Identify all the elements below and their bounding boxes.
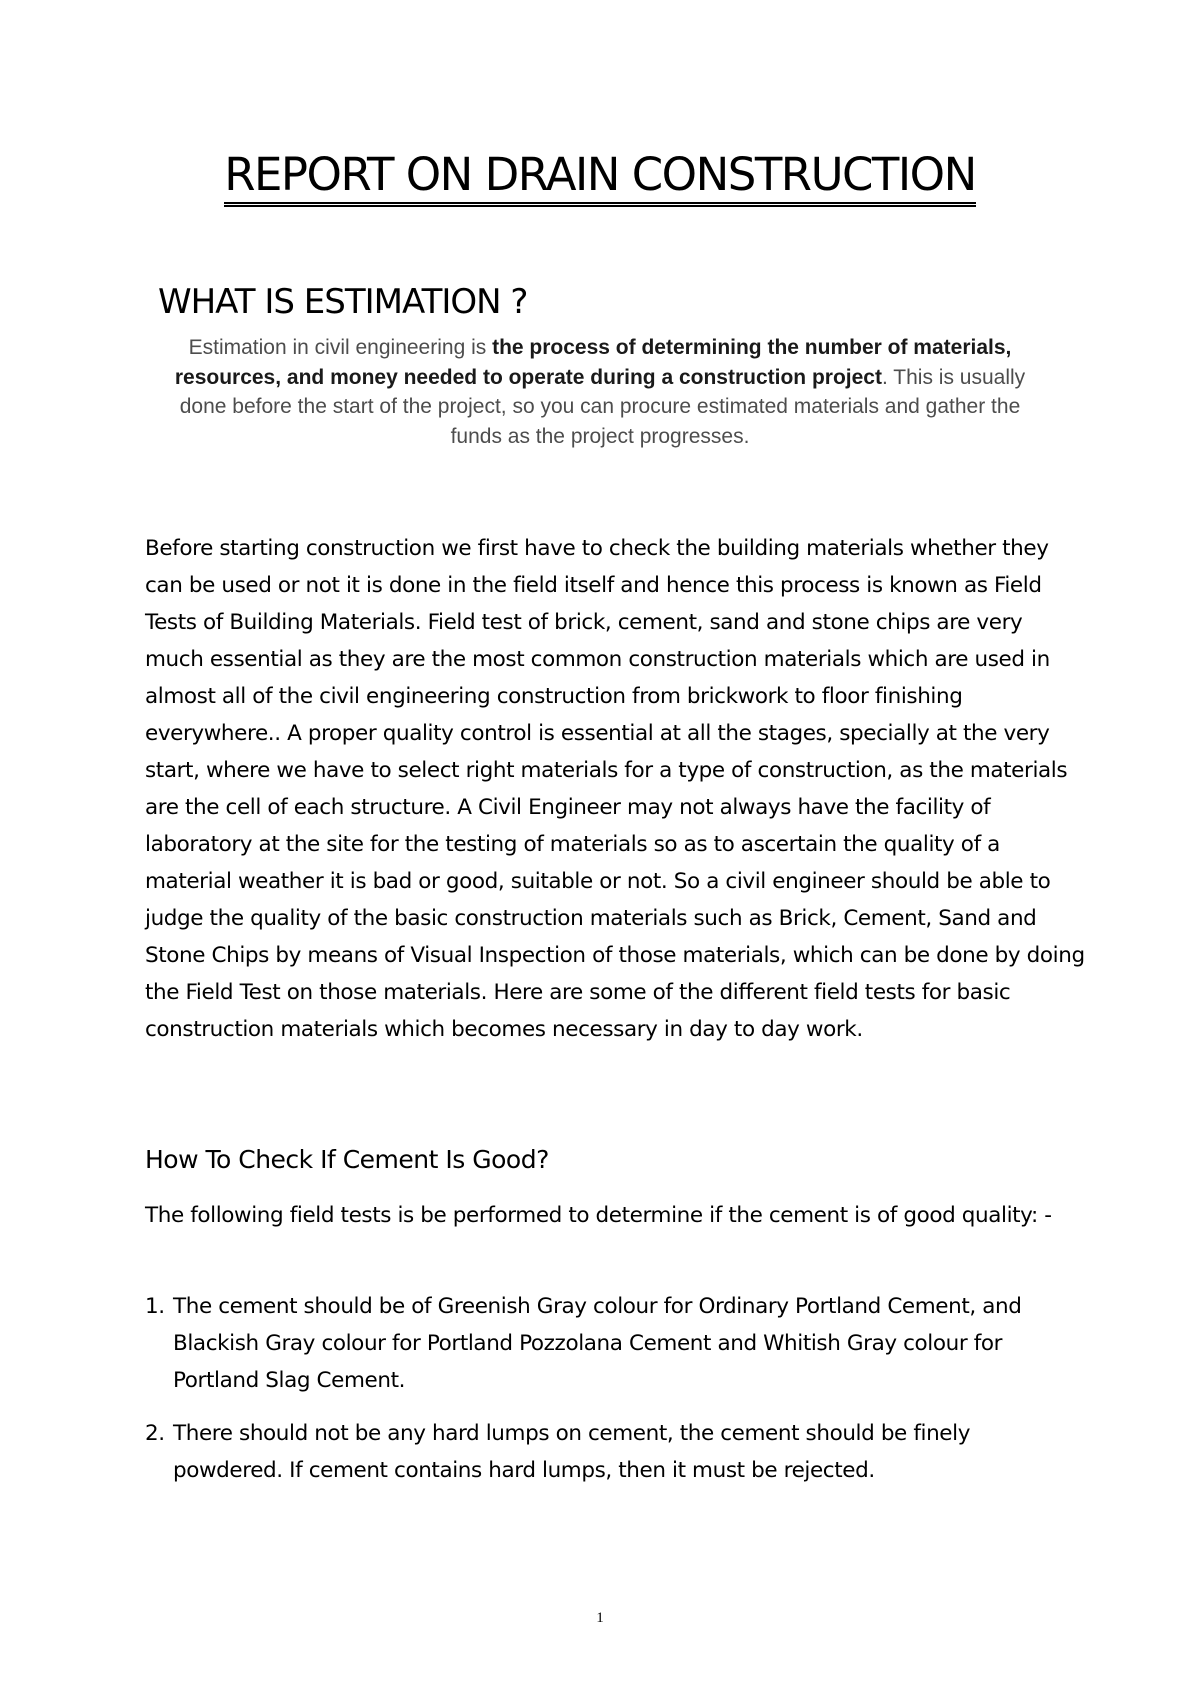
definition-bold: the process of determining the number of materials, resources, and money needed to operate during a construction project <box>174 336 1012 389</box>
list-item <box>145 1415 1085 1489</box>
page-number: 1 <box>596 1610 604 1626</box>
list-item-text: The cement should be of Greenish Gray colour for Ordinary Portland Cement, and Blackish Gray colour for Portland Pozzolana Cement and Whitish Gray colour for Portland Slag Cement. <box>173 1294 1022 1393</box>
list-item-number: 2. <box>145 1421 165 1446</box>
list-item-text: There should not be any hard lumps on cement, the cement should be finely powdered. If cement contains hard lumps, then it must be rejected. <box>173 1421 971 1483</box>
list-item <box>145 1288 1085 1399</box>
list-item-number: 1. <box>145 1294 165 1319</box>
field-tests-paragraph: Before starting construction we first have to check the building materials whether they can be used or not it is done in the field itself and hence this process is known as Field Tests of Building Materials. Field test of brick, cement, sand and stone chips are very much essential as they are the most common construction materials which are used in almost all of the civil engineering construction from brickwork to floor finishing everywhere.. A proper quality control is essential at all the stages, specially at the very start, where we have to select right materials for a type of construction, as the materials are the cell of each structure. A Civil Engineer may not always have the facility of laboratory at the site for the testing of materials so as to ascertain the quality of a material weather it is bad or good, suitable or not. So a civil engineer should be able to judge the quality of the basic construction materials such as Brick, Cement, Sand and Stone Chips by means of Visual Inspection of those materials, which can be done by doing the Field Test on those materials. Here are some of the different field tests for basic construction materials which becomes necessary in day to day work. <box>145 536 1085 1042</box>
report-title-text: REPORT ON DRAIN CONSTRUCTION <box>224 148 976 207</box>
cement-tests-intro: The following field tests is be performed to determine if the cement is of good quality: - <box>145 1203 1052 1228</box>
definition-lead: Estimation in civil engineering is <box>188 336 493 359</box>
estimation-definition <box>160 333 1040 451</box>
cement-tests-list <box>145 1288 1085 1505</box>
section-heading-estimation: WHAT IS ESTIMATION ? <box>158 282 528 322</box>
definition-tail: . This is usually done before the start of the project, so you can procure estimated materials and gather the funds as the project progresses. <box>179 365 1026 448</box>
report-title <box>0 148 1200 201</box>
section-heading-cement: How To Check If Cement Is Good? <box>145 1145 549 1174</box>
